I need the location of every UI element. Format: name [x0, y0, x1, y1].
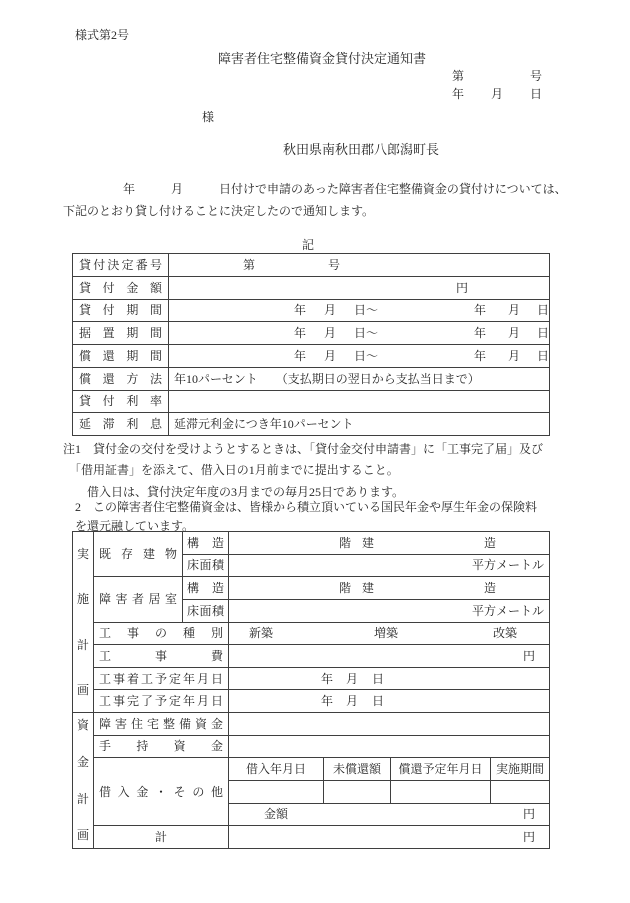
loan-period-d2: 日	[537, 303, 550, 318]
value-loan-period	[169, 299, 550, 322]
deferment-d1: 日～	[354, 326, 379, 341]
loan-decision-table	[72, 253, 550, 436]
date-day-label: 日	[529, 87, 542, 101]
label-room-structure: 構造	[183, 577, 229, 600]
cell-impl-period	[491, 780, 550, 803]
room-tate: 建	[362, 581, 375, 596]
plan-table	[72, 531, 550, 849]
value-work-start-date	[229, 667, 550, 690]
fund-char-3: 計	[76, 791, 89, 806]
note-2-line-2: を還元融しています。	[63, 518, 195, 533]
value-total: 円	[229, 826, 550, 849]
issue-date-line	[452, 88, 542, 100]
work-start-y: 年	[321, 671, 334, 686]
work-type-extension: 増築	[374, 626, 399, 641]
decision-number-suffix: 号	[328, 257, 341, 272]
impl-char-3: 計	[76, 637, 89, 652]
label-existing-structure: 構造	[183, 532, 229, 555]
addressee-honorific: 様	[202, 110, 215, 124]
fund-char-1: 資	[76, 718, 89, 733]
issuer-name: 秋田県南秋田郡八郎潟町長	[283, 142, 440, 157]
impl-char-1: 実	[76, 547, 89, 561]
note-2-line-1: 2 この障害者住宅整備資金は、皆様から積立頂いている国民年金や厚生年金の保険料	[63, 500, 538, 514]
col-header-repay-date: 償還予定年月日	[391, 758, 491, 781]
body-line-2: 下記のとおり貸し付けることに決定したので通知します。	[63, 203, 375, 218]
value-work-end-date	[229, 690, 550, 713]
existing-tate: 建	[362, 535, 375, 550]
date-year-label: 年	[452, 87, 465, 101]
deferment-m1: 月	[324, 326, 337, 341]
deferment-m2: 月	[508, 326, 521, 341]
value-late-interest: 延滞元利金につき年10パーセント	[169, 413, 550, 436]
value-interest-rate	[169, 390, 550, 413]
label-deferment-period: 据置期間	[73, 322, 169, 345]
label-existing-building: 既存建物	[94, 532, 183, 577]
work-start-m: 月	[346, 671, 359, 686]
cell-outstanding	[324, 780, 391, 803]
col-header-impl-period: 実施期間	[491, 758, 550, 781]
record-heading: 記	[302, 238, 315, 252]
label-interest-rate: 貸付利率	[73, 390, 169, 413]
section-label-funding-plan	[73, 713, 94, 849]
note-2	[63, 498, 537, 536]
note-1	[63, 439, 543, 503]
value-room-floor-area: 平方メートル	[229, 599, 550, 622]
work-end-d: 日	[372, 694, 385, 709]
label-repayment-method: 償還方法	[73, 367, 169, 390]
repayment-m2: 月	[508, 348, 521, 363]
label-loan-period: 貸付期間	[73, 299, 169, 322]
date-month-label: 月	[490, 87, 503, 101]
note-1-line-1: 注1 貸付金の交付を受けようとするときは、「貸付金交付申請書」に「工事完了届」及び	[63, 442, 544, 456]
body-line-1: 年 月 日付けで申請のあった障害者住宅整備資金の貸付けについては、	[63, 182, 567, 196]
work-type-new: 新築	[249, 626, 274, 641]
work-start-d: 日	[372, 671, 385, 686]
value-work-cost: 円	[229, 645, 550, 668]
label-late-interest: 延滞利息	[73, 413, 169, 436]
work-type-remodel: 改築	[493, 626, 518, 641]
value-decision-number	[169, 254, 550, 277]
loan-period-y1: 年	[294, 303, 307, 318]
deferment-y2: 年	[474, 326, 487, 341]
value-work-type	[229, 622, 550, 645]
value-deferment-period	[169, 322, 550, 345]
repayment-m1: 月	[324, 348, 337, 363]
doc-number-line	[452, 70, 542, 82]
label-borrowings-other: 借入金・その他	[94, 758, 229, 826]
repayment-d1: 日～	[354, 348, 379, 363]
doc-number-suffix: 号	[529, 69, 542, 83]
value-own-funds	[229, 735, 550, 758]
section-label-implementation-plan	[73, 532, 94, 713]
room-zo: 造	[484, 581, 497, 596]
note-1-line-2: 「借用証書」を添えて、借入日の1月前までに提出すること。	[63, 463, 399, 478]
label-total: 計	[94, 826, 229, 849]
borrow-amount-unit: 円	[522, 807, 535, 822]
label-work-type: 工事の種別	[94, 622, 229, 645]
doc-number-prefix: 第	[452, 69, 465, 83]
borrow-amount-label: 金額	[264, 807, 289, 822]
value-room-structure	[229, 577, 550, 600]
label-housing-fund: 障害住宅整備資金	[94, 713, 229, 736]
loan-period-m1: 月	[324, 303, 337, 318]
label-existing-floor-area: 床面積	[183, 554, 229, 577]
note-1-line-3: 借入日は、貸付決定年度の3月までの毎月25日であります。	[63, 484, 405, 499]
fund-char-2: 金	[76, 755, 89, 770]
value-repayment-method: 年10パーセント （支払期日の翌日から支払当日まで）	[169, 367, 550, 390]
impl-char-4: 画	[76, 682, 89, 697]
form-number: 様式第2号	[75, 28, 130, 42]
label-own-funds: 手持資金	[94, 735, 229, 758]
work-end-m: 月	[346, 694, 359, 709]
document-title: 障害者住宅整備資金貸付決定通知書	[218, 51, 427, 66]
label-room-floor-area: 床面積	[183, 599, 229, 622]
repayment-d2: 日	[537, 348, 550, 363]
col-header-borrow-date: 借入年月日	[229, 758, 324, 781]
existing-kai: 階	[339, 535, 352, 550]
loan-period-y2: 年	[474, 303, 487, 318]
label-disabled-room: 障害者居室	[94, 577, 183, 622]
label-loan-amount: 貸付金額	[73, 276, 169, 299]
label-decision-number: 貸付決定番号	[73, 254, 169, 277]
label-repayment-period: 償還期間	[73, 345, 169, 368]
work-end-y: 年	[321, 694, 334, 709]
deferment-y1: 年	[294, 326, 307, 341]
row-borrow-amount	[229, 803, 550, 826]
loan-amount-unit: 円	[456, 280, 469, 295]
deferment-d2: 日	[537, 326, 550, 341]
label-work-end-date: 工事完了予定年月日	[94, 690, 229, 713]
room-kai: 階	[339, 581, 352, 596]
loan-period-m2: 月	[508, 303, 521, 318]
label-work-cost: 工事費	[94, 645, 229, 668]
impl-char-2: 施	[76, 592, 89, 607]
label-work-start-date: 工事着工予定年月日	[94, 667, 229, 690]
value-housing-fund	[229, 713, 550, 736]
value-loan-amount	[169, 276, 550, 299]
value-repayment-period	[169, 345, 550, 368]
value-existing-structure	[229, 532, 550, 555]
repayment-y2: 年	[474, 348, 487, 363]
value-existing-floor-area: 平方メートル	[229, 554, 550, 577]
cell-borrow-date	[229, 780, 324, 803]
fund-char-4: 画	[76, 828, 89, 843]
decision-number-prefix: 第	[243, 257, 256, 272]
repayment-y1: 年	[294, 348, 307, 363]
body-paragraph	[63, 179, 583, 222]
col-header-outstanding: 未償還額	[324, 758, 391, 781]
cell-repay-date	[391, 780, 491, 803]
existing-zo: 造	[484, 535, 497, 550]
loan-period-d1: 日～	[354, 303, 379, 318]
